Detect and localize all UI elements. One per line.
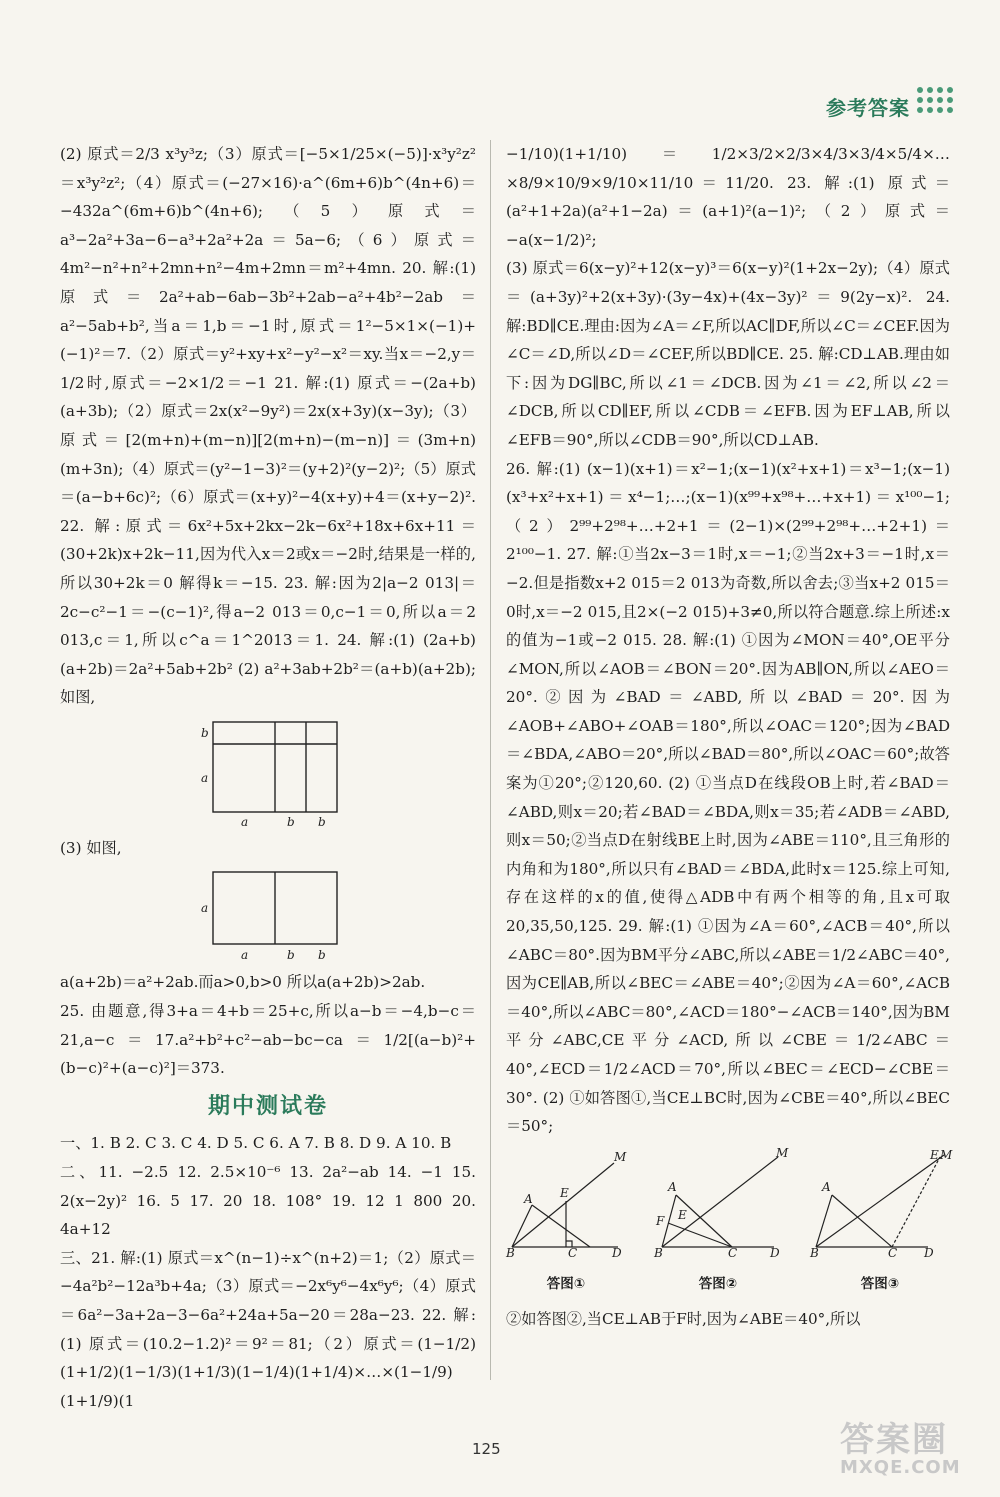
point-label: M [940,1147,953,1162]
answer-paragraph: a(a+2b)＝a²+2ab.而a>0,b>0 所以a(a+2b)>2ab. [60,973,426,992]
answer-paragraph: 26. 解:(1) (x−1)(x+1)＝x²−1;(x−1)(x²+x+1)＝x³−1;(x−1)(x³+x²+x+1)＝x⁴−1;…;(x−1)(x⁹⁹+x⁹⁸+…+x+1)＝x¹⁰⁰−1;（2）2⁹⁹+2⁹⁸+…+2+1＝(2−1)×(2⁹⁹+2⁹⁸+…+2+1)＝2¹⁰⁰−1. 27. 解:①当2x−3＝1时,x＝−1;②当2x+3＝−1时,x＝−2.但是指数x+2 015＝2 013为奇数,所以舍去;③当x+2 015＝0时,x＝−2 015,且2×(−2 015)+3≠0,所以符合题意.综上所述:x的值为−1或−2 015. 28. 解:(1) ①因为∠MON＝40°,OE平分∠MON,所以∠AOB＝∠BON＝20°.因为AB∥ON,所以∠AEO＝20°.②因为∠BAD＝∠ABD,所以∠BAD＝20°.因为∠AOB+∠ABO+∠OAB＝180°,所以∠OAC＝120°;因为∠BAD＝∠BDA,∠ABO＝20°,所以∠BAD＝80°,所以∠OAC＝60°;故答案为①20°;②120,60. (2) ①当点D在线段OB上时,若∠BAD＝∠ABD,则x＝20;若∠BAD＝∠BDA,则x＝35;若∠ADB＝∠ABD,则x＝50;②当点D在射线BE上时,因为∠ABE＝110°,且三角形的内角和为180°,所以只有∠BAD＝∠BDA,此时x＝125.综上可知,存在这样的x的值,使得△ADB中有两个相等的角,且x可取20,35,50,125. 29. 解:(1) ①因为∠A＝60°,∠ACB＝40°,所以∠ABC＝80°.因为BM平分∠ABC,所以∠ABE＝1/2∠ABC＝40°,因为CE∥AB,所以∠BEC＝∠ABE＝40°;②因为∠A＝60°,∠ACB＝40°,所以∠ABC＝80°,∠ACD＝180°−∠ACB＝140°,因为BM平分∠ABC,CE平分∠ACD,所以∠CBE＝1/2∠ABC＝40°,∠ECD＝1/2∠ACD＝70°,所以∠BEC＝∠ECD−∠CBE＝30°. (2) ①如答图①,当CE⊥BC时,因为∠CBE＝40°,所以∠BEC＝50°; [506,459,950,1136]
point-label: E [560,1185,569,1200]
answer-figures-row [506,1145,953,1299]
answer-line: 三、21. 解:(1) 原式＝x^(n−1)÷x^(n+2)＝1;（2）原式＝−4a²b²−12a³b+4a;（3）原式＝−2x⁶y⁶−4x⁶y⁶;（4）原式＝6a²−3a+2a−3−6a²+24a+5a−20＝28a−23. 22. 解:(1) 原式＝(10.2−1.2)²＝9²＝81;（2）原式＝(1−1/2)(1+1/2)(1−1/3)(1+1/3)(1−1/4)(1+1/4)×…×(1−1/9)(1+1/9)(1 [60,1248,476,1410]
fig1-bottom-label: a [241,814,249,829]
point-label: B [810,1245,819,1260]
page-number: 125 [472,1440,501,1458]
answer-figure-3 [810,1147,953,1299]
triangle-figure-1 [506,1149,626,1259]
point-label: C [568,1245,578,1260]
answer-paragraph: (3) 如图, [60,838,122,857]
point-label: M [614,1149,627,1164]
answer-line: 一、1. B 2. C 3. C 4. D 5. C 6. A 7. B 8. D 9. A 10. B [60,1134,452,1153]
answer-paragraph: ②如答图②,当CE⊥AB于F时,因为∠ABE＝40°,所以 [506,1309,861,1328]
answer-paragraph: (2) 原式＝2/3 x³y³z;（3）原式＝[−5×1/25×(−5)]·x³y²z²＝x³y²z²;（4）原式＝(−27×16)·a^(6m+6)b^(4n+6)＝−432a^(6m+6)b^(4n+6);（5）原式＝a³−2a²+3a−6−a³+2a²+2a＝5a−6;（6）原式＝4m²−n²+n²+2mn+n²−4m+2mn＝m²+4mn. 20. 解:(1) 原式＝2a²+ab−6ab−3b²+2ab−a²+4b²−2ab＝a²−5ab+b²,当a＝1,b＝−1时,原式＝1²−5×1×(−1)+(−1)²＝7.（2）原式＝y²+xy+x²−y²−x²＝xy.当x＝−2,y＝1/2时,原式＝−2×1/2＝−1 21. 解:(1) 原式＝−(2a+b)(a+3b);（2）原式＝2x(x²−9y²)＝2x(x+3y)(x−3y);（3）原式＝[2(m+n)+(m−n)][2(m+n)−(m−n)]＝(3m+n)(m+3n);（4）原式＝(y²−1−3)²＝(y+2)²(y−2)²;（5）原式＝(a−b+6c)²;（6）原式＝(x+y)²−4(x+y)+4＝(x+y−2)². 22. 解:原式＝6x²+5x+2kx−2k−6x²+18x+6x+11＝(30+2k)x+2k−11,因为代入x＝2或x＝−2时,结果是一样的,所以30+2k＝0 解得k＝−15. 23. 解:因为2|a−2 013|＝2c−c²−1＝−(c−1)²,得a−2 013＝0,c−1＝0,所以a＝2 013,c＝1,所以c^a＝1^2013＝1. 24. 解:(1) (2a+b)(a+2b)＝2a²+5ab+2b² (2) a²+3ab+2b²＝(a+b)(a+2b);如图, [60,145,476,707]
fig2-bottom-label: b [287,948,295,963]
section-title: 期中测试卷 [207,1093,328,1119]
right-column [506,140,953,1334]
point-label: D [612,1245,622,1260]
figure-caption: 答图③ [860,1276,900,1293]
answer-paragraph: −1/10)(1+1/10)＝1/2×3/2×2/3×4/3×3/4×5/4×…×8/9×10/9×9/10×11/10＝11/20. 23. 解:(1) 原式＝(a²+1+2a)(a²+1−2a)＝(a+1)²(a−1)²;（2）原式＝−a(x−1/2)²; [506,145,950,249]
fig2-bottom-label: a [241,948,249,963]
point-label: F [656,1213,665,1228]
point-label: C [728,1245,738,1260]
area-model-figure-1 [193,718,343,830]
area-model-figure-2 [193,868,343,964]
point-label: E [678,1207,687,1222]
watermark-logo [840,1412,980,1492]
answer-figure-1 [506,1149,626,1299]
triangle-figure-2 [648,1145,789,1260]
fig1-bottom-label: b [287,814,295,829]
column-divider [490,140,491,1380]
watermark-url-text: MXQE.COM [840,1457,961,1478]
fig2-bottom-label: b [318,948,326,963]
point-label: A [668,1179,677,1194]
header-dots-decoration [914,84,958,120]
point-label: B [506,1245,515,1260]
triangle-figure-3 [810,1147,953,1260]
answer-paragraph: 25. 由题意,得3+a＝4+b＝25+c,所以a−b＝−4,b−c＝21,a−c＝17.a²+b²+c²−ab−bc−ca＝1/2[(a−b)²+(b−c)²+(a−c)²]＝373. [60,1002,476,1078]
answer-paragraph: (3) 原式＝6(x−y)²+12(x−y)³＝6(x−y)²(1+2x−2y);（4）原式＝(a+3y)²+2(x+3y)·(3y−4x)+(4x−3y)²＝9(2y−x)². 24. 解:BD∥CE.理由:因为∠A＝∠F,所以AC∥DF,所以∠C＝∠CEF.因为∠C＝∠D,所以∠D＝∠CEF,所以BD∥CE. 25. 解:CD⊥AB.理由如下:因为DG∥BC,所以∠1＝∠DCB.因为∠1＝∠2,所以∠2＝∠DCB,所以CD∥EF,所以∠CDB＝∠EFB.因为EF⊥AB,所以∠EFB＝90°,所以∠CDB＝90°,所以CD⊥AB. [506,259,950,449]
fig1-label-a: a [201,770,209,785]
fig2-label-a: a [201,901,209,916]
point-label: D [770,1245,780,1260]
answer-figure-2 [648,1145,789,1299]
point-label: M [776,1145,789,1160]
watermark-main-text: 答案圈 [840,1420,948,1460]
left-column [60,140,476,1415]
figure-caption: 答图② [698,1276,738,1293]
answer-line: 二、11. −2.5 12. 2.5×10⁻⁶ 13. 2a²−ab 14. −1 15. 2(x−2y)² 16. 5 17. 20 18. 108° 19. 12 1 800 20. 4a+12 [60,1163,476,1239]
point-label: B [654,1245,663,1260]
header-label: 参考答案 [826,96,910,120]
fig1-label-b: b [201,725,209,740]
point-label: A [822,1179,831,1194]
fig1-bottom-label: b [318,814,326,829]
point-label: D [924,1245,934,1260]
point-label: A [524,1191,533,1206]
point-label: E [930,1147,939,1162]
point-label: C [888,1245,898,1260]
figure-caption: 答图① [546,1276,586,1293]
